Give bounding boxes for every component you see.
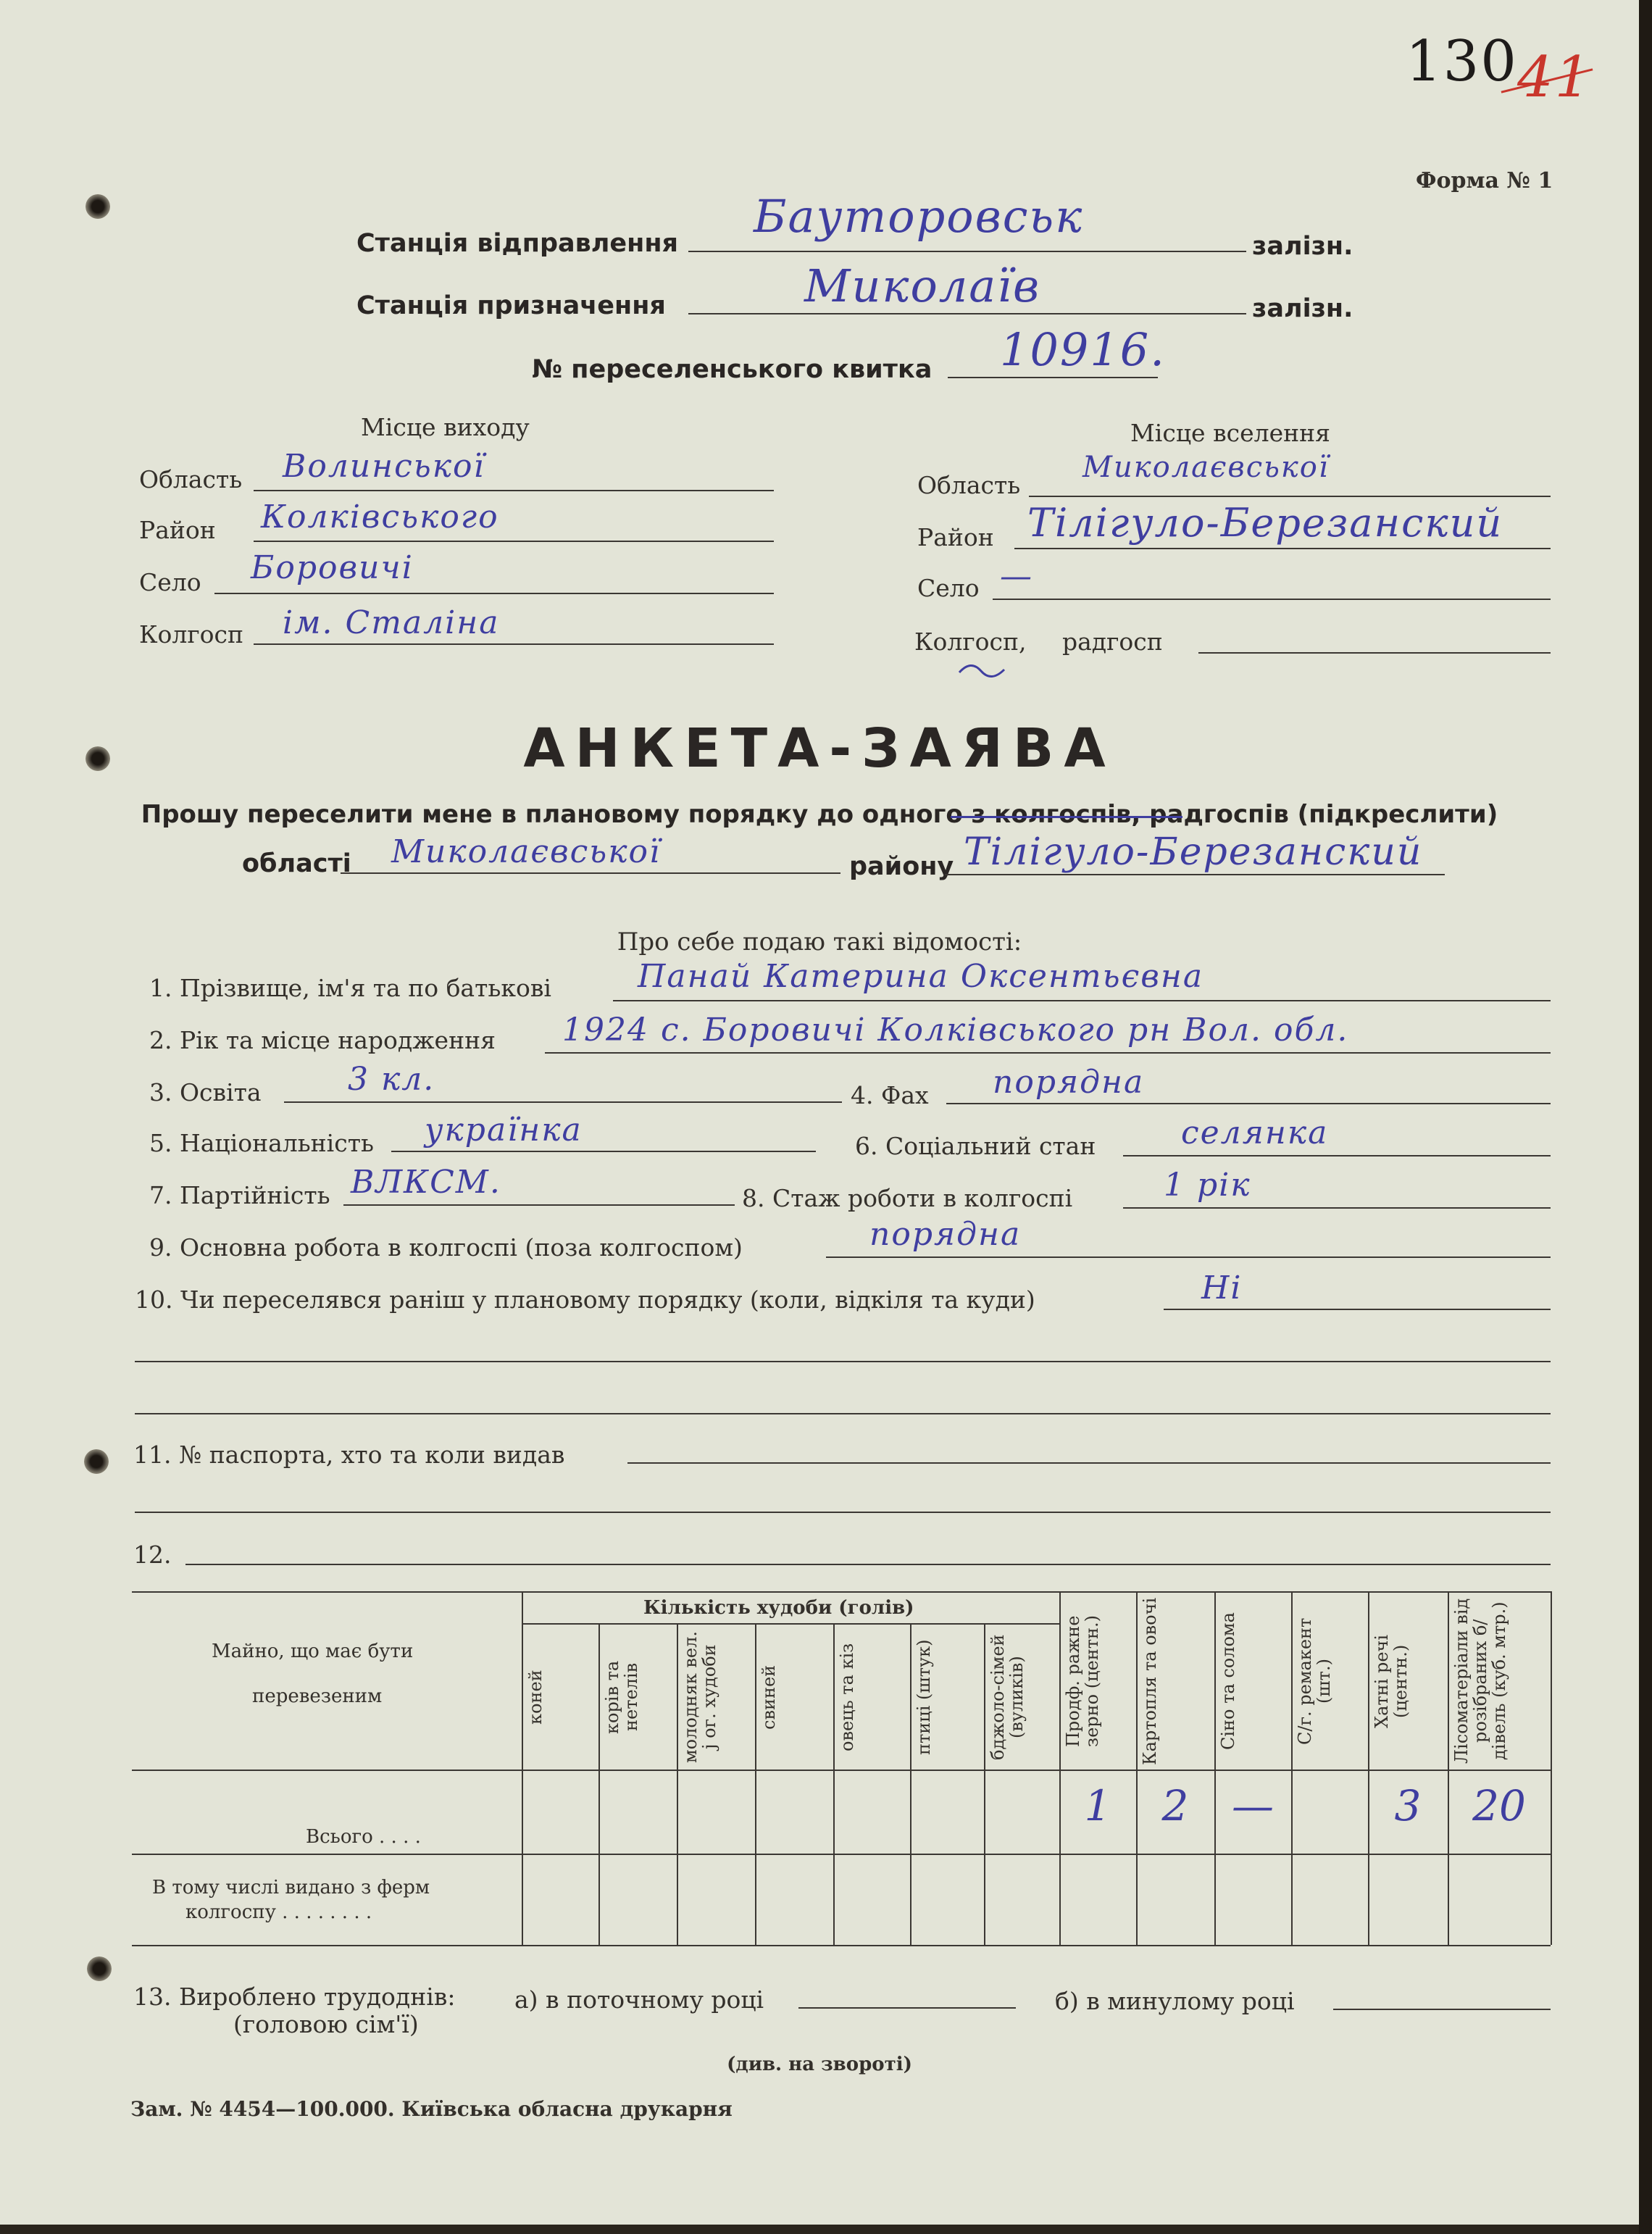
destination-village-label: Село — [917, 574, 980, 602]
arrival-value: Миколаїв — [804, 259, 1041, 312]
q13-label: 13. Вироблено трудоднів: — [133, 1983, 456, 2011]
q4-line — [946, 1103, 1551, 1104]
destination-raion-line — [1014, 548, 1551, 549]
table-column-header: Продф. ражне зерно (центн.) — [1063, 1615, 1102, 1747]
q5-label: 5. Національність — [149, 1129, 374, 1157]
q10-line-2 — [135, 1361, 1551, 1362]
q4-label: 4. Фах — [851, 1081, 929, 1109]
table-column-header: Лісоматеріали від розібраних б/дівель (куб. мтр.) — [1451, 1598, 1509, 1764]
origin-village-label: Село — [139, 568, 201, 596]
origin-oblast-line — [254, 490, 774, 491]
table-column-header: овець та кіз — [837, 1643, 857, 1751]
table-column-line — [1448, 1591, 1449, 1945]
destination-radhosp-label: радгосп — [1062, 628, 1163, 656]
form-title: АНКЕТА-ЗАЯВА — [523, 717, 1116, 780]
q3-label: 3. Освіта — [149, 1078, 262, 1106]
table-column-line — [1059, 1591, 1061, 1945]
origin-village-line — [214, 593, 774, 594]
table-top-border — [132, 1591, 1551, 1593]
table-column-line — [522, 1591, 523, 1945]
q6-line — [1123, 1155, 1551, 1156]
destination-oblast-label: Область — [917, 471, 1021, 499]
q11-line-2 — [135, 1512, 1551, 1513]
origin-kolhosp-value: ім. Сталіна — [283, 604, 500, 641]
departure-line — [688, 251, 1246, 252]
q13-b-line — [1333, 2009, 1551, 2010]
table-column-header: молодняк вел. ј ог. худоби — [680, 1631, 719, 1763]
table-total-cell: 1 — [1084, 1781, 1111, 1830]
livestock-header-divider — [522, 1623, 1059, 1625]
table-column-header: Картопля та овочі — [1140, 1597, 1160, 1765]
table-column-line — [1291, 1591, 1293, 1945]
q8-line — [1123, 1207, 1551, 1209]
table-column-header: коней — [525, 1670, 546, 1725]
property-header-1: Майно, що має бути — [212, 1641, 414, 1662]
destination-village-line — [993, 599, 1551, 600]
q2-line — [545, 1052, 1551, 1054]
origin-heading: Місце виходу — [361, 413, 530, 441]
table-column-header: птиці (штук) — [914, 1639, 934, 1755]
q13-a-line — [798, 2007, 1016, 2009]
q2-value: 1924 с. Боровичі Колківського рн Вол. обл. — [562, 1012, 1349, 1049]
request-oblast-label: області — [242, 849, 351, 878]
q7-value: ВЛКСМ. — [351, 1164, 501, 1201]
q10-line — [1164, 1309, 1551, 1310]
q4-value: порядна — [993, 1064, 1145, 1101]
q9-label: 9. Основна робота в колгоспі (поза колгоспом) — [149, 1233, 743, 1262]
q3-value: 3 кл. — [348, 1061, 435, 1098]
q5-line — [391, 1151, 816, 1152]
request-raion-value: Тілігуло-Березанский — [964, 830, 1423, 874]
footer-note: (див. на звороті) — [727, 2054, 912, 2075]
table-total-cell: 20 — [1472, 1781, 1526, 1830]
arrival-rail-label: залізн. — [1252, 294, 1353, 323]
request-raion-line — [945, 874, 1445, 875]
destination-village-value: — — [1000, 558, 1033, 595]
q9-value: порядна — [869, 1216, 1022, 1253]
table-column-header: Сіно та солома — [1218, 1612, 1238, 1750]
q1-value: Панай Катерина Оксентьєвна — [638, 958, 1204, 995]
origin-oblast-label: Область — [139, 465, 243, 493]
table-column-line — [1368, 1591, 1369, 1945]
departure-rail-label: залізн. — [1252, 232, 1353, 261]
q13-a-label: а) в поточному році — [514, 1985, 764, 2014]
table-column-header: свиней — [759, 1664, 779, 1730]
q1-label: 1. Прізвище, ім'я та по батькові — [149, 974, 551, 1002]
destination-oblast-value: Миколаєвської — [1082, 451, 1330, 484]
destination-kolhosp-label: Колгосп, — [914, 628, 1027, 656]
old-archive-number: 41 — [1517, 45, 1593, 110]
q12-line — [185, 1564, 1551, 1565]
row-farm-label-2: колгоспу . . . . . . . . — [185, 1901, 372, 1923]
q7-label: 7. Партійність — [149, 1181, 330, 1209]
q8-label: 8. Стаж роботи в колгоспі — [742, 1184, 1073, 1212]
property-header-2: перевезеним — [252, 1685, 383, 1707]
destination-raion-label: Район — [917, 523, 994, 551]
ticket-line — [948, 377, 1158, 378]
q11-line — [627, 1462, 1551, 1464]
q8-value: 1 рік — [1164, 1167, 1251, 1204]
q10-label: 10. Чи переселявся раніш у плановому порядку (коли, відкіля та куди) — [135, 1285, 1035, 1314]
table-column-line — [910, 1623, 911, 1945]
origin-kolhosp-label: Колгосп — [139, 620, 244, 649]
table-column-header: С/г. ремакент (шт.) — [1295, 1617, 1334, 1745]
request-oblast-line — [341, 872, 840, 874]
arrival-line — [688, 313, 1246, 314]
table-column-header: бджоло-сімей (вуликів) — [988, 1634, 1027, 1760]
q9-line — [826, 1256, 1551, 1258]
table-header-bottom — [132, 1770, 1551, 1771]
table-column-line — [677, 1623, 678, 1945]
table-column-line — [984, 1623, 985, 1945]
request-text: Прошу переселити мене в плановому порядку до одного з колгоспів, радгоспів (підкреслити) — [141, 800, 1498, 829]
origin-raion-value: Колківського — [261, 499, 499, 535]
punch-hole-4 — [87, 1956, 112, 1981]
q12-label: 12. — [133, 1541, 172, 1569]
table-total-cell: — — [1232, 1781, 1274, 1830]
table-column-line — [1214, 1591, 1216, 1945]
destination-raion-value: Тілігуло-Березанский — [1027, 500, 1503, 546]
destination-oblast-line — [1029, 496, 1551, 497]
table-column-header: Хатні речі (центн.) — [1372, 1634, 1411, 1728]
q6-value: селянка — [1181, 1114, 1329, 1151]
table-column-header: корів та нетелів — [602, 1660, 641, 1734]
row-total-label: Всього . . . . — [306, 1826, 421, 1848]
q2-label: 2. Рік та місце народження — [149, 1026, 496, 1054]
intro-text: Про себе подаю такі відомості: — [617, 928, 1022, 956]
request-raion-label: району — [849, 852, 954, 881]
table-column-line — [1551, 1591, 1552, 1945]
request-oblast-value: Миколаєвської — [391, 833, 662, 870]
departure-label: Станція відправлення — [356, 229, 678, 258]
table-column-line — [1136, 1591, 1138, 1945]
origin-raion-line — [254, 541, 774, 542]
table-column-line — [598, 1623, 600, 1945]
q3-line — [284, 1101, 842, 1103]
q13-b-label: б) в минулому році — [1055, 1987, 1295, 2015]
punch-hole-1 — [85, 194, 110, 219]
table-row-divider — [132, 1854, 1551, 1855]
origin-village-value: Боровичі — [251, 549, 414, 586]
row-farm-label-1: В тому числі видано з ферм — [152, 1877, 430, 1899]
q11-label: 11. № паспорта, хто та коли видав — [133, 1441, 565, 1469]
pen-mark-kolhosp — [956, 655, 1014, 684]
livestock-header: Кількість худоби (голів) — [643, 1597, 914, 1619]
form-number: Форма № 1 — [1416, 168, 1553, 193]
origin-raion-label: Район — [139, 516, 216, 544]
q10-line-3 — [135, 1413, 1551, 1414]
origin-oblast-value: Волинської — [283, 448, 485, 485]
property-table — [132, 1591, 1551, 1971]
request-strike — [951, 816, 1182, 818]
table-total-cell: 3 — [1394, 1781, 1422, 1830]
table-column-line — [833, 1623, 835, 1945]
table-bottom-border — [132, 1945, 1551, 1946]
origin-kolhosp-line — [254, 643, 774, 645]
q10-value: Ні — [1201, 1270, 1243, 1306]
arrival-label: Станція призначення — [356, 291, 666, 320]
ticket-value: 10916. — [1000, 323, 1166, 376]
archive-number: 130 — [1406, 29, 1518, 94]
ticket-label: № переселенського квитка — [532, 355, 933, 384]
printer-line: Зам. № 4454—100.000. Київська обласна друкарня — [130, 2097, 733, 2121]
q13-sub: (головою сім'ї) — [233, 2010, 419, 2038]
table-column-line — [755, 1623, 756, 1945]
destination-kolhosp-line — [1198, 652, 1551, 654]
q7-line — [343, 1204, 735, 1206]
punch-hole-3 — [84, 1449, 109, 1474]
destination-heading: Місце вселення — [1130, 419, 1330, 447]
page-edge — [1639, 0, 1652, 2234]
q1-line — [613, 1000, 1551, 1001]
q6-label: 6. Соціальний стан — [855, 1132, 1096, 1160]
q5-value: українка — [425, 1112, 583, 1149]
departure-value: Бауторовськ — [754, 190, 1084, 243]
table-total-cell: 2 — [1161, 1781, 1189, 1830]
